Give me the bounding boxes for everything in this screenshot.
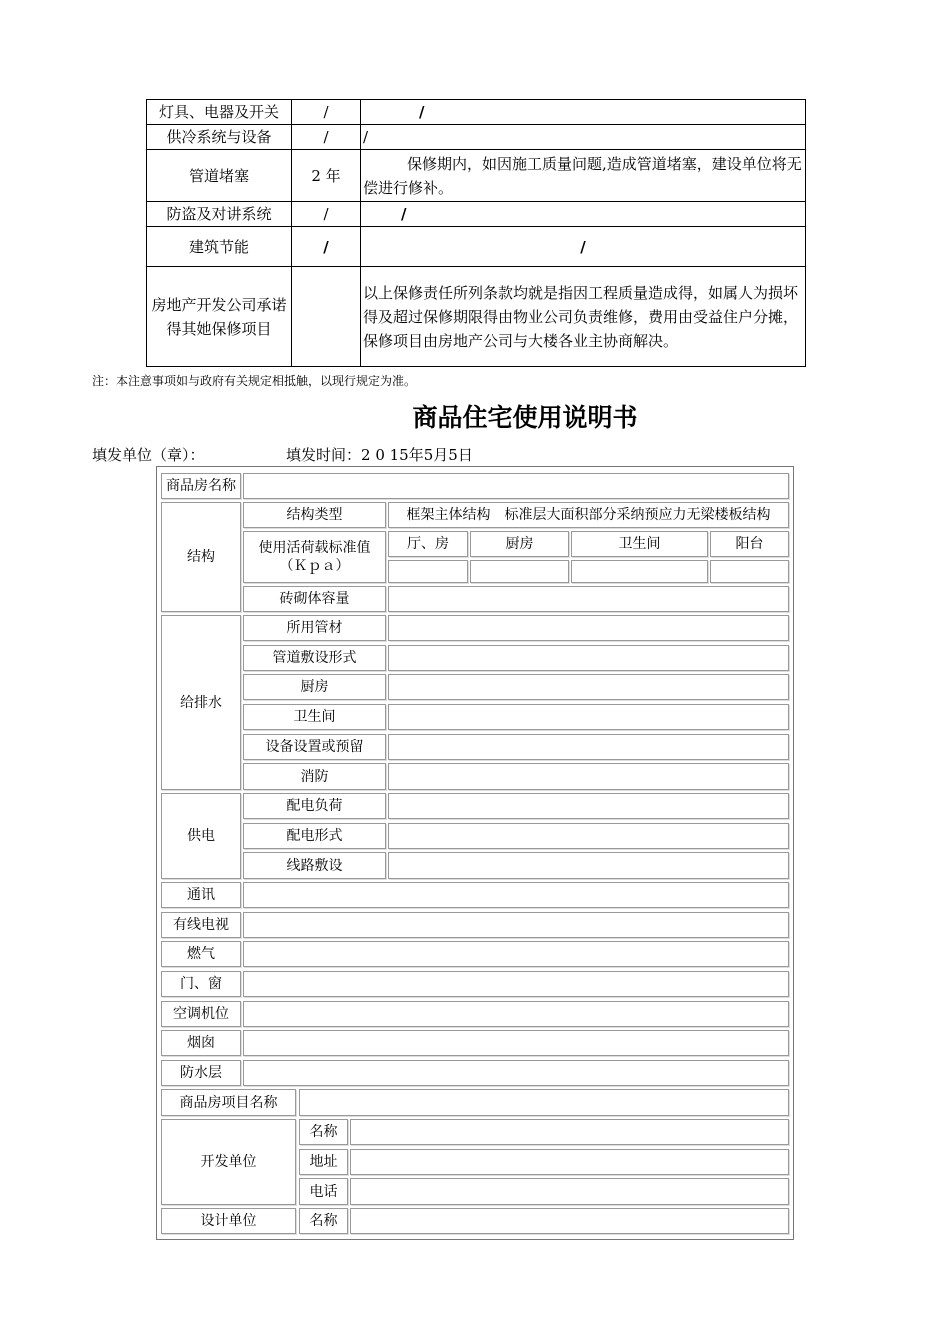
developer-item-field[interactable] [350, 1149, 789, 1175]
item-cell: 灯具、电器及开关 [147, 100, 292, 125]
room-balcony-field[interactable] [710, 560, 789, 583]
power-item-field[interactable] [388, 793, 789, 819]
single-item-field[interactable] [243, 1001, 789, 1027]
water-item-field[interactable] [388, 704, 789, 730]
developer-item-field[interactable] [350, 1119, 789, 1145]
room-kitchen-field[interactable] [470, 560, 569, 583]
masonry-field[interactable] [388, 586, 789, 612]
period-cell: / [292, 202, 361, 227]
table-row [147, 267, 806, 367]
live-load-label: 使用活荷载标准值（Ｋｐａ） [243, 531, 386, 583]
house-name-label: 商品房名称 [161, 473, 241, 499]
single-item-label: 门、窗 [161, 971, 241, 997]
single-item-label: 通讯 [161, 882, 241, 908]
table-row [147, 100, 806, 125]
single-item-label: 烟囱 [161, 1030, 241, 1056]
house-name-field[interactable] [243, 473, 789, 499]
single-item-field[interactable] [243, 1030, 789, 1056]
single-item-field[interactable] [243, 912, 789, 938]
item-cell: 防盗及对讲系统 [147, 202, 292, 227]
single-item-label: 有线电视 [161, 912, 241, 938]
water-item-label: 所用管材 [243, 615, 386, 641]
water-item-label: 卫生间 [243, 704, 386, 730]
water-item-field[interactable] [388, 763, 789, 790]
developer-item-field[interactable] [350, 1178, 789, 1205]
room-toilet-field[interactable] [571, 560, 708, 583]
period-cell [292, 267, 361, 367]
developer-item-label: 电话 [299, 1178, 348, 1205]
structure-type-label: 结构类型 [243, 502, 386, 528]
table-row [147, 150, 806, 202]
item-cell: 供冷系统与设备 [147, 125, 292, 150]
single-item-label: 空调机位 [161, 1001, 241, 1027]
period-cell: / [292, 227, 361, 267]
water-item-label: 消防 [243, 763, 386, 790]
water-item-label: 厨房 [243, 674, 386, 700]
manual-form [156, 466, 794, 1240]
fill-time-value: 2 0 15年5月5日 [361, 446, 473, 464]
developer-label: 开发单位 [161, 1119, 296, 1205]
remark-cell: 以上保修责任所列条款均就是指因工程质量造成得，如属人为损坏得及超过保修期限得由物业公司负责维修，费用由受益住户分摊，保修项目由房地产公司与大楼各业主协商解决。 [361, 267, 806, 367]
item-cell: 房地产开发公司承诺得其她保修项目 [147, 267, 292, 367]
table-row [147, 202, 806, 227]
water-item-label: 设备设置或预留 [243, 734, 386, 760]
remark-text: / [401, 205, 407, 223]
fill-unit-label: 填发单位（章）： [92, 446, 205, 464]
power-item-label: 配电负荷 [243, 793, 386, 819]
single-item-label: 防水层 [161, 1060, 241, 1086]
room-toilet-header: 卫生间 [571, 531, 708, 557]
water-item-label: 管道敷设形式 [243, 645, 386, 671]
project-name-label: 商品房项目名称 [161, 1089, 296, 1116]
table-row [147, 125, 806, 150]
table-row [147, 227, 806, 267]
designer-item-field[interactable] [350, 1208, 789, 1234]
water-item-field[interactable] [388, 674, 789, 700]
single-item-field[interactable] [243, 941, 789, 967]
room-balcony-header: 阳台 [710, 531, 789, 557]
remark-cell: 保修期内，如因施工质量问题,造成管道堵塞，建设单位将无偿进行修补。 [361, 150, 806, 202]
power-item-label: 线路敷设 [243, 852, 386, 879]
power-item-label: 配电形式 [243, 823, 386, 849]
power-item-field[interactable] [388, 852, 789, 879]
warranty-table [146, 99, 806, 367]
room-living-field[interactable] [388, 560, 468, 583]
single-item-label: 燃气 [161, 941, 241, 967]
fill-info-line [92, 444, 473, 465]
room-kitchen-header: 厨房 [470, 531, 569, 557]
structure-type-value: 框架主体结构 标准层大面积部分采纳预应力无梁楼板结构 [388, 502, 789, 528]
page-title: 商品住宅使用说明书 [412, 403, 638, 432]
water-item-field[interactable] [388, 615, 789, 641]
single-item-field[interactable] [243, 971, 789, 997]
period-cell: 2 年 [292, 150, 361, 202]
item-cell: 建筑节能 [147, 227, 292, 267]
footnote: 注：本注意事项如与政府有关规定相抵触，以现行规定为准。 [92, 374, 417, 388]
remark-cell: / [361, 227, 806, 267]
remark-cell: / [361, 125, 806, 150]
period-cell: / [292, 125, 361, 150]
fill-time-label: 填发时间： [286, 446, 362, 464]
single-item-field[interactable] [243, 1060, 789, 1086]
designer-label: 设计单位 [161, 1208, 296, 1234]
developer-item-label: 名称 [299, 1119, 348, 1145]
remark-cell [361, 202, 806, 227]
project-name-field[interactable] [299, 1089, 789, 1116]
period-cell: / [292, 100, 361, 125]
power-item-field[interactable] [388, 823, 789, 849]
power-label: 供电 [161, 793, 241, 879]
remark-cell [361, 100, 806, 125]
masonry-label: 砖砌体容量 [243, 586, 386, 612]
water-label: 给排水 [161, 615, 241, 790]
water-item-field[interactable] [388, 734, 789, 760]
room-living-header: 厅、房 [388, 531, 468, 557]
single-item-field[interactable] [243, 882, 789, 908]
structure-label: 结构 [161, 502, 241, 612]
developer-item-label: 地址 [299, 1149, 348, 1175]
item-cell: 管道堵塞 [147, 150, 292, 202]
water-item-field[interactable] [388, 645, 789, 671]
remark-text: / [419, 103, 425, 121]
designer-item-label: 名称 [299, 1208, 348, 1234]
